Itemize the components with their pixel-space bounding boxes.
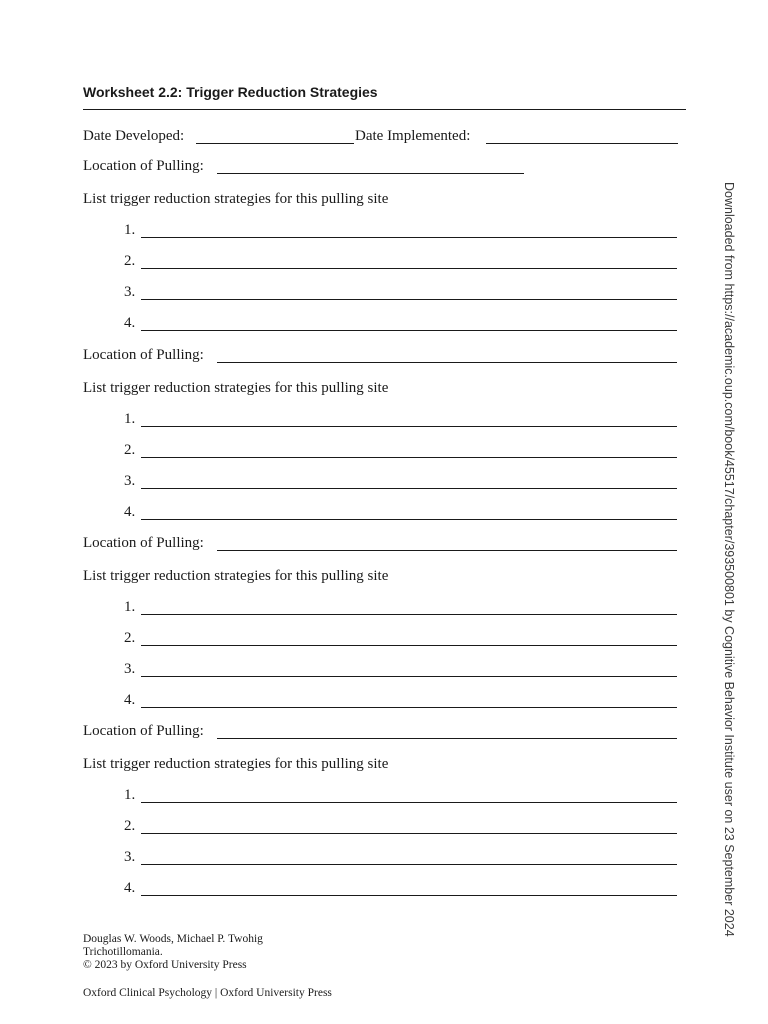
location-label: Location of Pulling: bbox=[83, 158, 204, 174]
footer-copyright: © 2023 by Oxford University Press bbox=[83, 959, 247, 971]
strategy-field[interactable] bbox=[141, 614, 677, 615]
item-number: 2. bbox=[124, 818, 136, 834]
item-number: 4. bbox=[124, 504, 136, 520]
list-prompt: List trigger reduction strategies for this pulling site bbox=[83, 191, 389, 207]
date-implemented-label: Date Implemented: bbox=[355, 128, 471, 144]
footer-book-title: Trichotillomania. bbox=[83, 946, 163, 958]
location-label: Location of Pulling: bbox=[83, 347, 204, 363]
item-number: 1. bbox=[124, 222, 136, 238]
download-watermark: Downloaded from https://academic.oup.com/book/45517/chapter/393500801 by Cognitive Behavior Institute user on 23 September 2024 bbox=[722, 182, 736, 937]
strategy-field[interactable] bbox=[141, 330, 677, 331]
strategy-field[interactable] bbox=[141, 802, 677, 803]
strategy-field[interactable] bbox=[141, 457, 677, 458]
item-number: 4. bbox=[124, 315, 136, 331]
item-number: 3. bbox=[124, 473, 136, 489]
item-number: 2. bbox=[124, 630, 136, 646]
item-number: 3. bbox=[124, 849, 136, 865]
item-number: 1. bbox=[124, 599, 136, 615]
location-field[interactable] bbox=[217, 173, 524, 174]
location-field[interactable] bbox=[217, 550, 677, 551]
list-prompt: List trigger reduction strategies for this pulling site bbox=[83, 756, 389, 772]
item-number: 4. bbox=[124, 880, 136, 896]
strategy-field[interactable] bbox=[141, 268, 677, 269]
list-prompt: List trigger reduction strategies for this pulling site bbox=[83, 568, 389, 584]
strategy-field[interactable] bbox=[141, 299, 677, 300]
location-field[interactable] bbox=[217, 738, 677, 739]
location-field[interactable] bbox=[217, 362, 677, 363]
strategy-field[interactable] bbox=[141, 895, 677, 896]
item-number: 3. bbox=[124, 661, 136, 677]
date-implemented-field[interactable] bbox=[486, 143, 678, 144]
item-number: 3. bbox=[124, 284, 136, 300]
item-number: 2. bbox=[124, 442, 136, 458]
list-prompt: List trigger reduction strategies for this pulling site bbox=[83, 380, 389, 396]
item-number: 1. bbox=[124, 411, 136, 427]
item-number: 1. bbox=[124, 787, 136, 803]
strategy-field[interactable] bbox=[141, 833, 677, 834]
strategy-field[interactable] bbox=[141, 519, 677, 520]
footer-series: Oxford Clinical Psychology | Oxford University Press bbox=[83, 987, 332, 999]
strategy-field[interactable] bbox=[141, 645, 677, 646]
strategy-field[interactable] bbox=[141, 864, 677, 865]
strategy-field[interactable] bbox=[141, 237, 677, 238]
strategy-field[interactable] bbox=[141, 707, 677, 708]
title-divider bbox=[83, 109, 686, 110]
strategy-field[interactable] bbox=[141, 426, 677, 427]
item-number: 4. bbox=[124, 692, 136, 708]
worksheet-title: Worksheet 2.2: Trigger Reduction Strategies bbox=[83, 84, 378, 100]
item-number: 2. bbox=[124, 253, 136, 269]
strategy-field[interactable] bbox=[141, 488, 677, 489]
location-label: Location of Pulling: bbox=[83, 723, 204, 739]
location-label: Location of Pulling: bbox=[83, 535, 204, 551]
footer-authors: Douglas W. Woods, Michael P. Twohig bbox=[83, 933, 263, 945]
date-developed-label: Date Developed: bbox=[83, 128, 185, 144]
date-developed-field[interactable] bbox=[196, 143, 354, 144]
strategy-field[interactable] bbox=[141, 676, 677, 677]
